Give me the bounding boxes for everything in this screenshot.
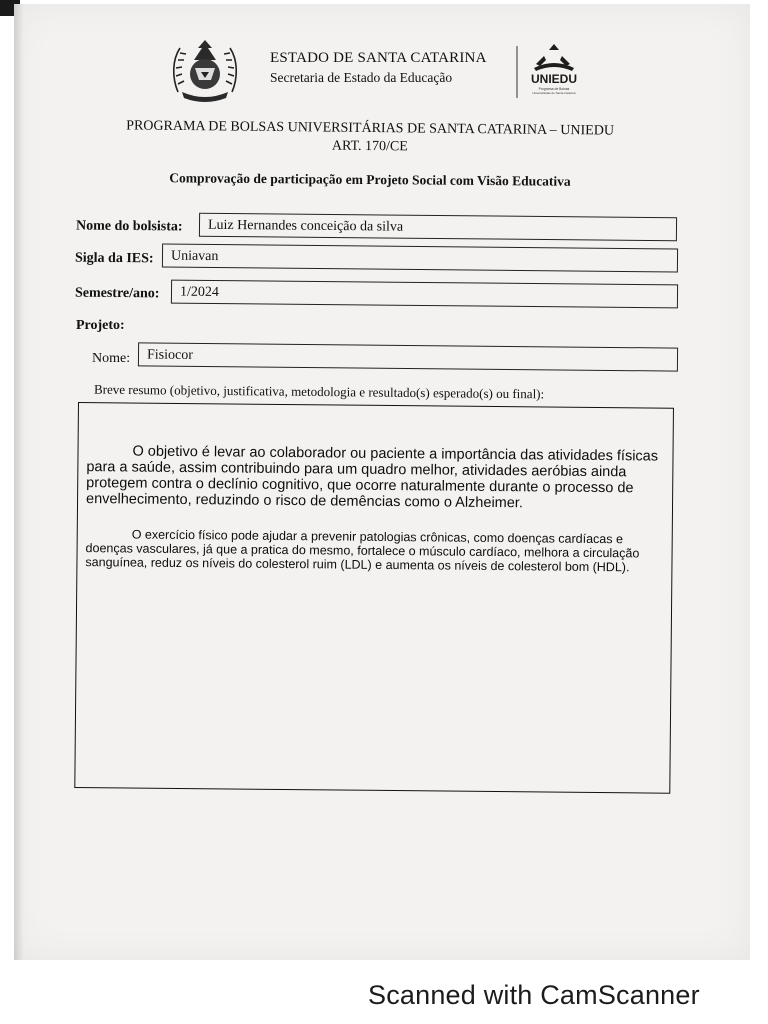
logo-sub-line-2: Universitárias de Santa Catarina [532,91,576,95]
nome-bolsista-field[interactable]: Luiz Hernandes conceição da silva [199,213,677,242]
logo-uniedu-text: UNIEDU [530,72,578,86]
resumo-label: Breve resumo (objetivo, justificativa, metodologia e resultado(s) esperado(s) ou final): [93,381,545,402]
header-secretaria: Secretaria de Estado da Educação [270,70,453,85]
paper-edge-shadow [14,4,24,960]
resumo-box[interactable] [74,402,674,794]
uniedu-logo [516,40,588,102]
logo-sub-line-1: Programa de Bolsas [538,87,570,91]
nome-bolsista-label: Nome do bolsista: [75,218,183,235]
program-title-line1: PROGRAMA DE BOLSAS UNIVERSITÁRIAS DE SANTA CATARINA – UNIEDU [126,118,615,139]
sigla-ies-label: Sigla da IES: [74,250,154,267]
program-title [90,117,650,159]
state-crest-icon [168,34,242,104]
semestre-ano-label: Semestre/ano: [74,285,160,302]
projeto-label: Projeto: [76,318,125,333]
sigla-ies-field[interactable]: Uniavan [162,244,678,273]
document-subtitle: Comprovação de participação em Projeto Social com Visão Educativa [169,170,571,189]
semestre-ano-field[interactable]: 1/2024 [171,280,678,309]
header-state-name: ESTADO DE SANTA CATARINA [270,50,487,66]
program-title-line2: ART. 170/CE [331,138,408,155]
camscanner-watermark: Scanned with CamScanner [368,980,700,1010]
projeto-nome-label: Nome: [92,351,131,366]
resumo-paragraph-1: O objetivo é levar ao colaborador ou paciente a importância das atividades físicas para a saúde, assim contribuindo para um quadro melhor, atividades aeróbias ainda protegem contra o declínio cognitivo, que ocorre naturalmente durante o processo de envelhecimento, reduzindo o risco de demências como o Alzheimer. [85,443,659,512]
resumo-paragraph-2: O exercício físico pode ajudar a prevenir patologias crônicas, como doenças cardíacas e doenças vasculares, já que a pratica do mesmo, fortalece o músculo cardíaco, melhora a circulação sanguínea, reduz os níveis do colesterol ruim (LDL) e aumenta os níveis de colesterol bom (HDL). [85,527,640,575]
projeto-nome-field[interactable]: Fisiocor [138,342,678,371]
